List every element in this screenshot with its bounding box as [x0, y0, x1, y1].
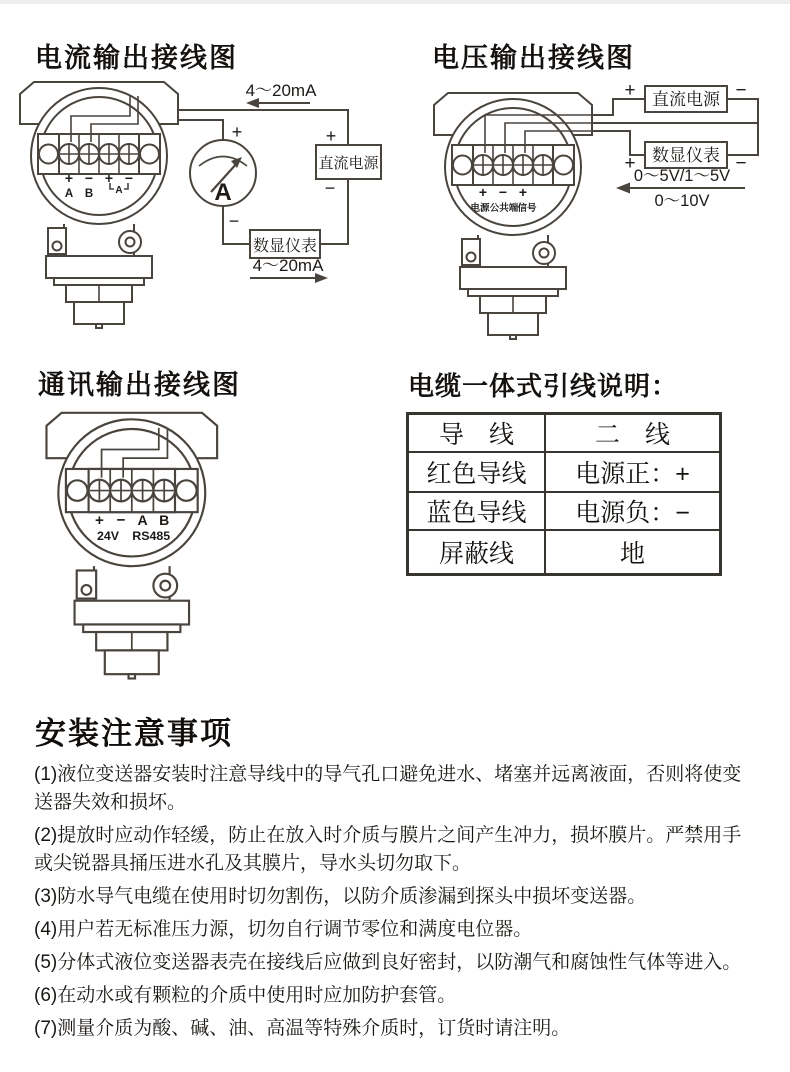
comm-output-diagram	[0, 360, 300, 700]
transmitter-voltage	[434, 93, 596, 339]
display-meter-plus: +	[624, 153, 636, 174]
terminal-letter-b: B	[84, 188, 94, 200]
cell-shield-wire: 屏蔽线	[408, 530, 546, 575]
dc-supply-label: 直流电源	[318, 155, 379, 172]
cell-ground: 地	[545, 530, 721, 575]
dc-supply-minus: −	[735, 80, 747, 101]
terminal-sign-2: −	[498, 184, 508, 200]
terminal-name-signal: 信号	[517, 203, 537, 214]
output-range-1: 0～5V/1～5V	[633, 167, 731, 185]
current-diagram-title: 电流输出接线图	[35, 43, 238, 73]
ammeter-letter: A	[214, 179, 232, 206]
terminal-sign-1: +	[64, 170, 74, 186]
current-output-diagram	[0, 62, 395, 362]
transmitter-current	[20, 82, 178, 328]
note-item-6: (6)在动水或有颗粒的介质中使用时应加防护套管。	[34, 985, 457, 1006]
cell-power-negative: 电源负：−	[545, 492, 721, 530]
note-item-2: (2)提放时应动作轻缓，防止在放入时介质与膜片之间产生冲力，损坏膜片。严禁用手或尖锐器具捅压进水孔及其膜片，导水头切勿取下。	[34, 825, 742, 874]
header-wire: 导 线	[408, 414, 546, 453]
cable-table-heading: 电缆一体式引线说明：	[408, 371, 679, 401]
dc-supply-label: 直流电源	[652, 90, 720, 109]
terminal-name-common: 公共端	[489, 203, 519, 214]
header-two-wire: 二 线	[545, 414, 721, 453]
terminal-name-24v: 24V	[97, 529, 120, 544]
terminal-sign-2: −	[116, 512, 126, 530]
dc-supply-plus: +	[624, 80, 636, 101]
terminal-sign-1: +	[94, 512, 104, 530]
ammeter-plus: +	[231, 122, 243, 142]
cell-blue-wire: 蓝色导线	[408, 492, 546, 530]
display-meter-minus: −	[735, 153, 747, 174]
terminal-sign-3: +	[104, 170, 114, 186]
note-item-5: (5)分体式液位变送器表壳在接线后应做到良好密封，以防潮气和腐蚀性气体等进入。	[34, 952, 742, 973]
loop-label-bottom: 4～20mA	[252, 256, 324, 275]
terminal-sign-3: +	[518, 184, 528, 200]
bracket-label: A	[115, 185, 123, 196]
arrow-left-icon	[616, 183, 630, 194]
terminal-sign-1: +	[478, 184, 488, 200]
table-row	[408, 530, 721, 575]
voltage-diagram-title: 电压输出接线图	[432, 43, 635, 73]
cable-lead-table	[406, 412, 722, 576]
loop-label-top: 4～20mA	[245, 81, 317, 100]
table-row	[408, 492, 721, 530]
terminal-letter-b: B	[159, 512, 170, 529]
note-item-7: (7)测量介质为酸、碱、油、高温等特殊介质时，订货时请注明。	[34, 1018, 571, 1039]
install-notes-heading: 安装注意事项	[35, 716, 233, 751]
output-range-2: 0～10V	[654, 192, 710, 210]
install-notes	[34, 761, 748, 1048]
table-header-row	[408, 414, 721, 453]
terminal-name-power: 电源	[470, 203, 490, 214]
cell-red-wire: 红色导线	[408, 452, 546, 492]
note-item-3: (3)防水导气电缆在使用时切勿割伤，以防介质渗漏到探头中损坏变送器。	[34, 886, 647, 907]
display-meter-label: 数显仪表	[652, 146, 720, 165]
voltage-output-diagram	[390, 62, 790, 362]
terminal-sign-4: −	[124, 170, 134, 186]
page-top-border	[0, 0, 790, 4]
note-item-4: (4)用户若无标准压力源，切勿自行调节零位和满度电位器。	[34, 919, 533, 940]
ammeter-minus: −	[228, 211, 240, 231]
terminal-sign-2: −	[84, 170, 94, 186]
cell-power-positive: 电源正：+	[545, 452, 721, 492]
transmitter-comm	[46, 413, 217, 679]
dc-supply-plus: +	[325, 126, 337, 146]
comm-diagram-title: 通讯输出接线图	[38, 370, 241, 400]
note-item-1: (1)液位变送器安装时注意导线中的导气孔口避免进水、堵塞并远离液面，否则将使变送器失效和损坏。	[34, 764, 742, 813]
terminal-name-rs485: RS485	[132, 529, 171, 544]
terminal-letter-a: A	[137, 512, 148, 529]
table-row	[408, 452, 721, 492]
dc-supply-minus: −	[324, 178, 336, 198]
display-meter-label: 数显仪表	[252, 238, 318, 255]
terminal-letter-a: A	[64, 188, 74, 200]
